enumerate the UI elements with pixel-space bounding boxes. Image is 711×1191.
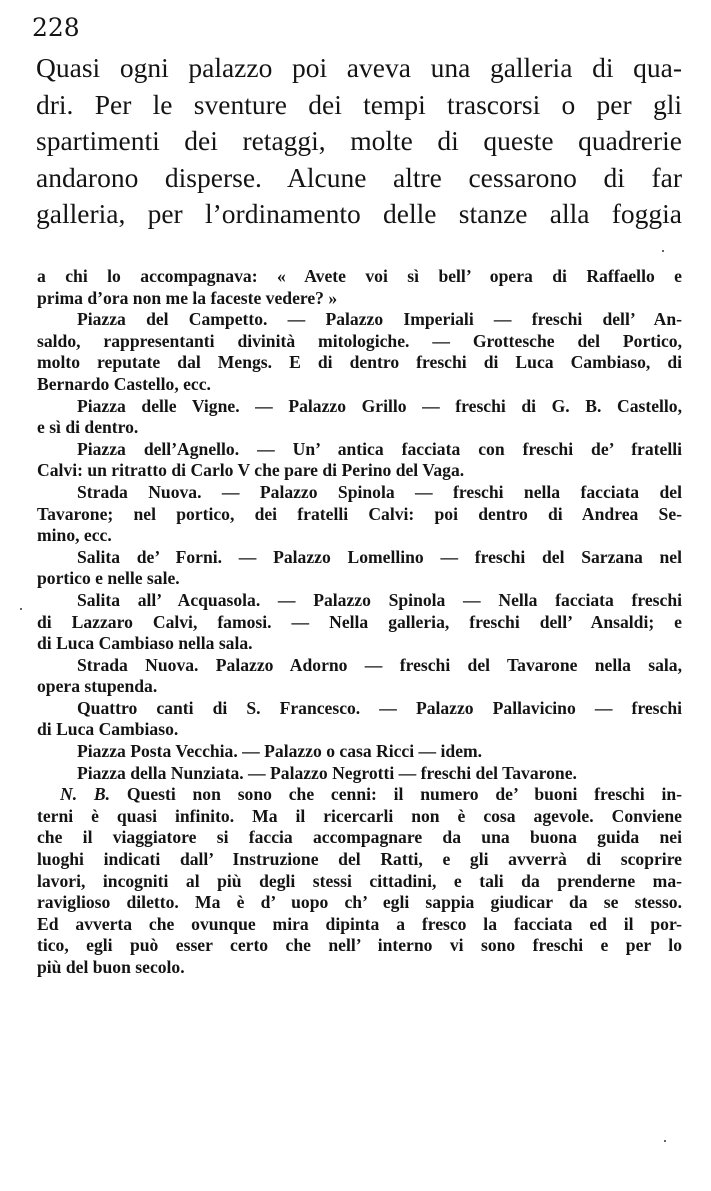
note-entry-line: di Luca Cambiaso. bbox=[37, 719, 179, 740]
note-entry-line: molto reputate dal Mengs. E di dentro freschi di Luca Cambiaso, di bbox=[37, 352, 682, 373]
nota-bene-line: più del buon secolo. bbox=[37, 957, 185, 977]
nota-bene-line: lavori, incogniti al più degli stessi cittadini, e tali da prenderne ma- bbox=[37, 870, 682, 891]
note-entry-line: Piazza delle Vigne. — Palazzo Grillo — freschi di G. B. Castello, bbox=[77, 395, 682, 416]
footnotes bbox=[37, 266, 682, 979]
nota-bene-line: raviglioso diletto. Ma è d’ uopo ch’ egli sappia giudicar da se stesso. bbox=[37, 892, 682, 913]
note-entry-line: Tavarone; nel portico, dei fratelli Calvi: poi dentro di Andrea Se- bbox=[37, 503, 682, 524]
note-entry-line: e sì di dentro. bbox=[37, 417, 139, 438]
note-entry-line: Strada Nuova. Palazzo Adorno — freschi del Tavarone nella sala, bbox=[77, 654, 682, 675]
note-entry-line: portico e nelle sale. bbox=[37, 568, 180, 589]
note-entry-line: opera stupenda. bbox=[37, 676, 158, 697]
note-entry-line: di Luca Cambiaso nella sala. bbox=[37, 633, 253, 654]
note-entry-line: Piazza del Campetto. — Palazzo Imperiali — freschi dell’ An- bbox=[77, 309, 682, 330]
print-speck bbox=[20, 608, 22, 610]
print-speck bbox=[662, 250, 664, 252]
note-entry-line: mino, ecc. bbox=[37, 525, 112, 546]
note-entry-line: Piazza dell’Agnello. — Un’ antica facciata con freschi de’ fratelli bbox=[77, 438, 682, 459]
note-entry-line: Calvi: un ritratto di Carlo V che pare di Perino del Vaga. bbox=[37, 460, 465, 481]
note-entry-line: Quattro canti di S. Francesco. — Palazzo Pallavicino — freschi bbox=[77, 697, 682, 718]
nota-bene-line: luoghi indicati dall’ Instruzione del Ratti, e gli avverrà di scoprire bbox=[37, 849, 682, 870]
print-speck bbox=[664, 1140, 666, 1142]
nota-bene-first-line bbox=[37, 784, 682, 806]
main-paragraph-line: dri. Per le sventure dei tempi trascorsi o per gli bbox=[36, 88, 682, 120]
nota-bene-line: terni è quasi infinito. Ma il ricercarli non è cosa agevole. Conviene bbox=[37, 805, 682, 826]
note-entry-line: Strada Nuova. — Palazzo Spinola — freschi nella facciata del bbox=[77, 481, 682, 502]
main-paragraph-line: andarono disperse. Alcune altre cessarono di far bbox=[36, 161, 682, 193]
nota-bene-label: N. B. bbox=[60, 784, 111, 805]
main-paragraph-line: Quasi ogni palazzo poi aveva una galleria di qua- bbox=[36, 52, 682, 83]
main-paragraph bbox=[36, 50, 682, 233]
note-entry-line: Bernardo Castello, ecc. bbox=[37, 373, 211, 394]
nota-bene-text: Questi non sono che cenni: il numero de’ buoni freschi in- bbox=[110, 784, 682, 805]
note-entry-line: di Lazzaro Calvi, famosi. — Nella galleria, freschi dell’ Ansaldi; e bbox=[37, 611, 682, 632]
note-entry-line: Piazza della Nunziata. — Palazzo Negrotti — freschi del Tavarone. bbox=[77, 762, 577, 783]
note-entry-line: Salita all’ Acquasola. — Palazzo Spinola — Nella facciata freschi bbox=[77, 589, 682, 610]
nota-bene-line: tico, egli può esser certo che nell’ interno vi sono freschi e per lo bbox=[37, 935, 682, 956]
nota-bene-line: Ed avverta che ovunque mira dipinta a fresco la facciata ed il por- bbox=[37, 913, 682, 934]
note-intro-line: prima d’ora non me la faceste vedere? » bbox=[37, 287, 338, 308]
note-intro-line: a chi lo accompagnava: « Avete voi sì bell’ opera di Raffaello e bbox=[37, 266, 682, 286]
nota-bene-line: che il viaggiatore si faccia accompagnare da una buona guida nei bbox=[37, 827, 682, 848]
main-paragraph-line: spartimenti dei retaggi, molte di queste quadrerie bbox=[36, 125, 682, 156]
main-paragraph-line: galleria, per l’ordinamento delle stanze alla foggia bbox=[36, 198, 682, 229]
note-entry-line: Salita de’ Forni. — Palazzo Lomellino — freschi del Sarzana nel bbox=[77, 546, 682, 567]
page-number: 228 bbox=[32, 13, 80, 42]
note-entry-line: Piazza Posta Vecchia. — Palazzo o casa Ricci — idem. bbox=[77, 741, 483, 762]
note-entry-line: saldo, rappresentanti divinità mitologiche. — Grottesche del Portico, bbox=[37, 330, 682, 351]
